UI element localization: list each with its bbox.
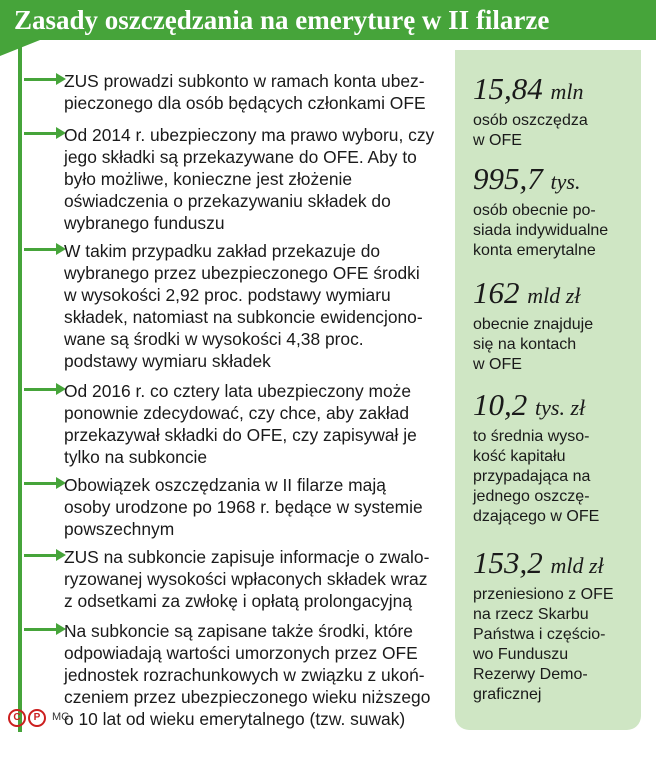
stat-block bbox=[473, 276, 643, 375]
stat-unit: mln bbox=[550, 79, 584, 104]
list-item-text: ZUS na subkoncie zapisuje informacje o zwalo- ryzowanej wysokości wpłaconych składek wraz z odsetkami za zwłokę i opłatą prolongacyjną bbox=[64, 547, 430, 611]
stat-value: 995,7 bbox=[473, 161, 543, 196]
stat-value: 10,2 bbox=[473, 387, 528, 422]
stat-description: obecnie znajduje się na kontach w OFE bbox=[473, 316, 594, 373]
stat-unit: mld zł bbox=[527, 283, 581, 308]
stat-value-line bbox=[473, 276, 643, 313]
stat-value: 153,2 bbox=[473, 545, 543, 580]
stat-block bbox=[473, 162, 643, 261]
stat-value: 15,84 bbox=[473, 71, 543, 106]
stat-block bbox=[473, 546, 643, 705]
stat-description: przeniesiono z OFE na rzecz Skarbu Państwa i częścio- wo Funduszu Rezerwy Demo- graficznej bbox=[473, 586, 614, 703]
list-item-text: W takim przypadku zakład przekazuje do wybranego przez ubezpieczonego OFE środki w wysokości 2,92 proc. podstawy wymiaru składek, natomiast na subkoncie ewidencjono- wane są środki w wysokości 4,38 proc. podstawy wymiaru składek bbox=[64, 241, 423, 371]
copyright-marks bbox=[8, 708, 69, 727]
stat-description: osób obecnie po- siada indywidualne konta emerytalne bbox=[473, 202, 609, 259]
stat-value-line bbox=[473, 388, 643, 425]
stat-value-line bbox=[473, 72, 643, 109]
stat-value-line bbox=[473, 546, 643, 583]
arrow-right-icon bbox=[24, 628, 58, 631]
header-bar bbox=[0, 0, 656, 40]
stat-value: 162 bbox=[473, 275, 520, 310]
list-item-text: Na subkoncie są zapisane także środki, które odpowiadają wartości umorzonych przez OFE jednostek rozrachunkowych w związku z ukoń- czeniem przez ubezpieczonego wieku niższego o 10 lat od wieku emerytalnego (tzw. suwak) bbox=[64, 621, 431, 729]
list-item-text: ZUS prowadzi subkonto w ramach konta ubez- pieczonego dla osób będących członkami OFE bbox=[64, 71, 426, 113]
timeline-spine bbox=[18, 60, 22, 732]
stat-description: osób oszczędza w OFE bbox=[473, 112, 588, 149]
list-item-text: Od 2014 r. ubezpieczony ma prawo wyboru, czy jego składki są przekazywane do OFE. Aby to było możliwe, konieczne jest złożenie oświadczenia o przekazywaniu składek do wybranego funduszu bbox=[64, 125, 435, 233]
stat-unit: mld zł bbox=[550, 553, 604, 578]
stat-unit: tys. bbox=[550, 169, 581, 194]
copyright-icon: C bbox=[8, 709, 26, 727]
arrow-right-icon bbox=[24, 554, 58, 557]
publisher-mark-icon: P bbox=[28, 709, 46, 727]
arrow-right-icon bbox=[24, 132, 58, 135]
stat-block bbox=[473, 388, 643, 527]
stat-unit: tys. zł bbox=[535, 395, 586, 420]
stat-description: to średnia wyso- kość kapitału przypadająca na jednego oszczę- dzającego w OFE bbox=[473, 428, 600, 525]
list-item-text: Od 2016 r. co cztery lata ubezpieczony może ponownie zdecydować, czy chce, aby zakład przekazywał składki do OFE, czy zapisywał je tylko na subkoncie bbox=[64, 381, 417, 467]
arrow-right-icon bbox=[24, 388, 58, 391]
list-item-text: Obowiązek oszczędzania w II filarze mają osoby urodzone po 1968 r. będące w systemie powszechnym bbox=[64, 475, 423, 539]
arrow-right-icon bbox=[24, 248, 58, 251]
arrow-right-icon bbox=[24, 482, 58, 485]
author-credit: MC bbox=[52, 711, 70, 723]
arrow-right-icon bbox=[24, 78, 58, 81]
page-title: Zasady oszczędzania na emeryturę w II filarze bbox=[14, 5, 550, 35]
stat-value-line bbox=[473, 162, 643, 199]
timeline-spine-top bbox=[18, 40, 22, 60]
stat-block bbox=[473, 72, 643, 151]
